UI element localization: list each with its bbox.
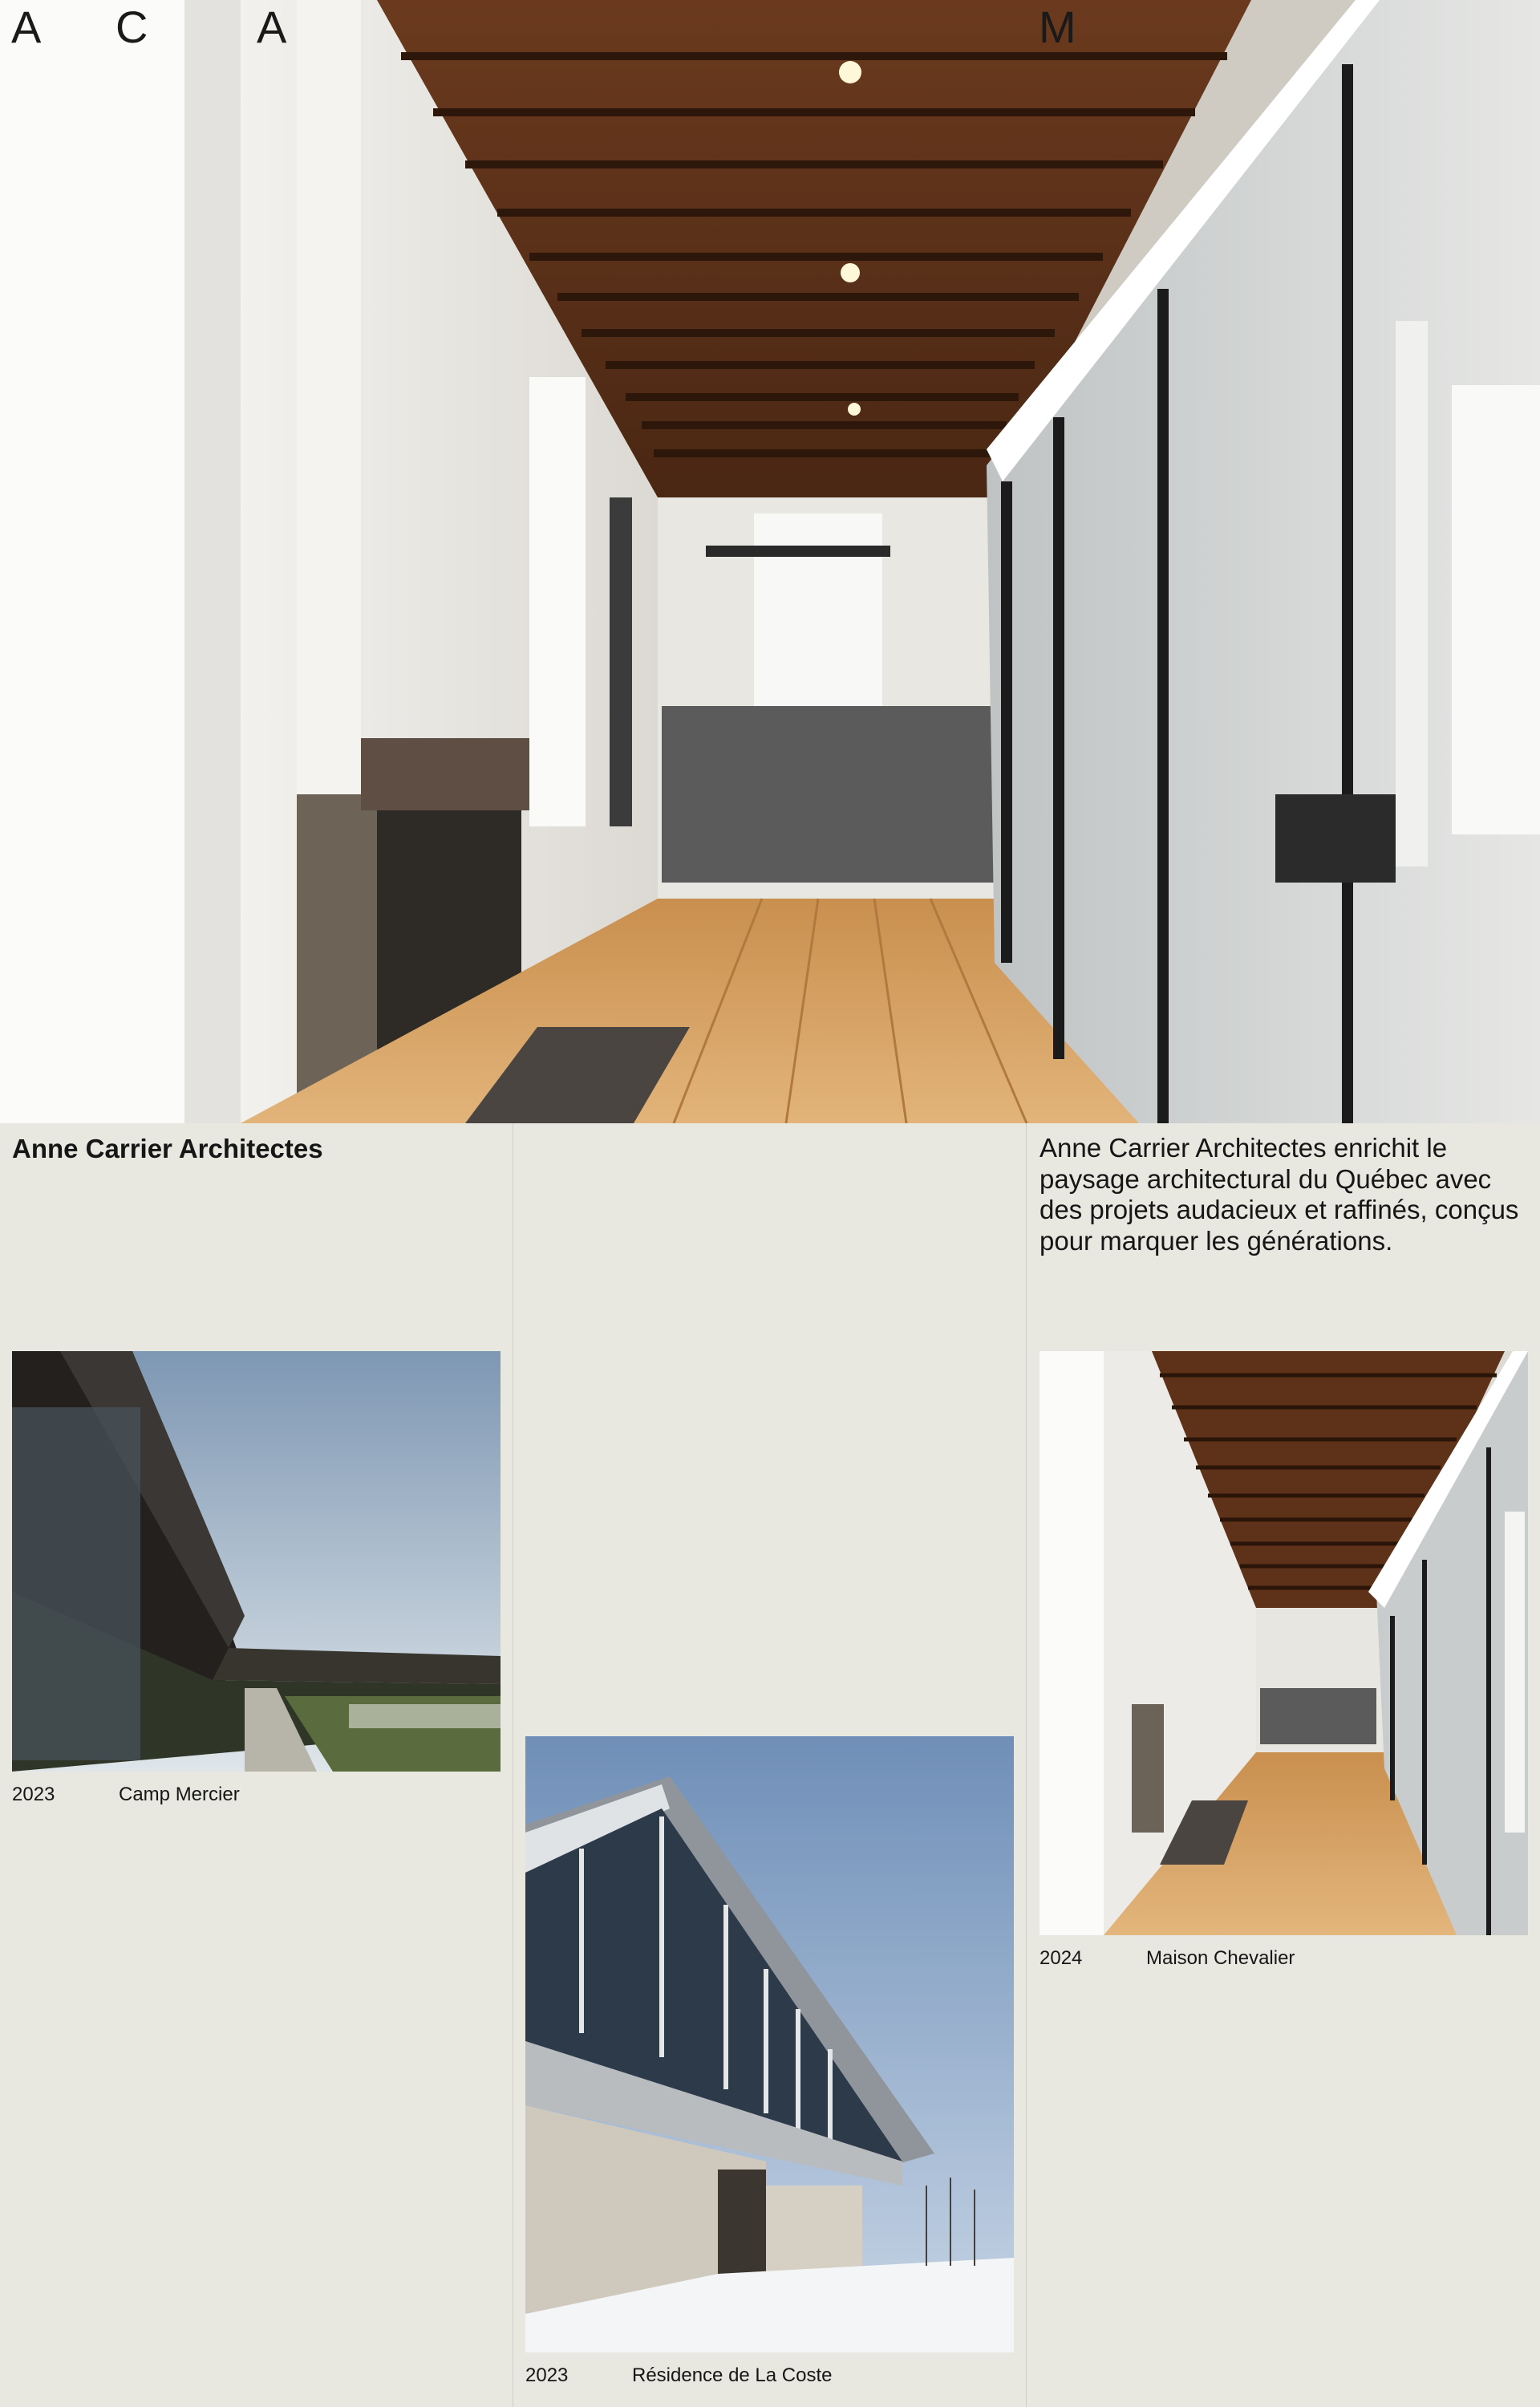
logo-letter[interactable]: C [116, 2, 148, 52]
project-card-maison-chevalier[interactable] [1040, 1351, 1528, 1971]
logo-letter[interactable]: A [11, 2, 42, 52]
project-card-camp-mercier[interactable] [12, 1351, 500, 1807]
hero-image [0, 0, 1540, 1123]
residence-de-la-coste-photo [525, 1736, 1014, 2352]
project-card-residence-de-la-coste[interactable] [525, 1736, 1014, 2388]
project-title[interactable]: Camp Mercier [119, 1784, 240, 1805]
column-divider [1026, 1123, 1027, 2407]
logo-letter[interactable]: A [257, 2, 287, 52]
project-year: 2024 [1040, 1947, 1083, 1969]
maison-chevalier-photo [1040, 1351, 1528, 1935]
brand-name: Anne Carrier Architectes [12, 1134, 323, 1163]
project-thumbnail[interactable] [1040, 1351, 1528, 1935]
project-thumbnail[interactable] [525, 1736, 1014, 2352]
camp-mercier-photo [12, 1351, 500, 1772]
project-caption [525, 2364, 1014, 2388]
intro-text: Anne Carrier Architectes enrichit le paysage architectural du Québec avec des projets audacieux et raffinés, conçus pour marquer les générations. [1040, 1133, 1519, 1256]
project-caption [1040, 1947, 1528, 1971]
project-title[interactable]: Résidence de La Coste [632, 2364, 833, 2386]
project-title[interactable]: Maison Chevalier [1146, 1947, 1295, 1969]
project-year: 2023 [525, 2364, 569, 2386]
project-caption [12, 1784, 500, 1807]
project-year: 2023 [12, 1784, 55, 1805]
project-thumbnail[interactable] [12, 1351, 500, 1772]
hero-interior-photo [0, 0, 1540, 1123]
logo-letter[interactable]: M [1039, 2, 1076, 52]
